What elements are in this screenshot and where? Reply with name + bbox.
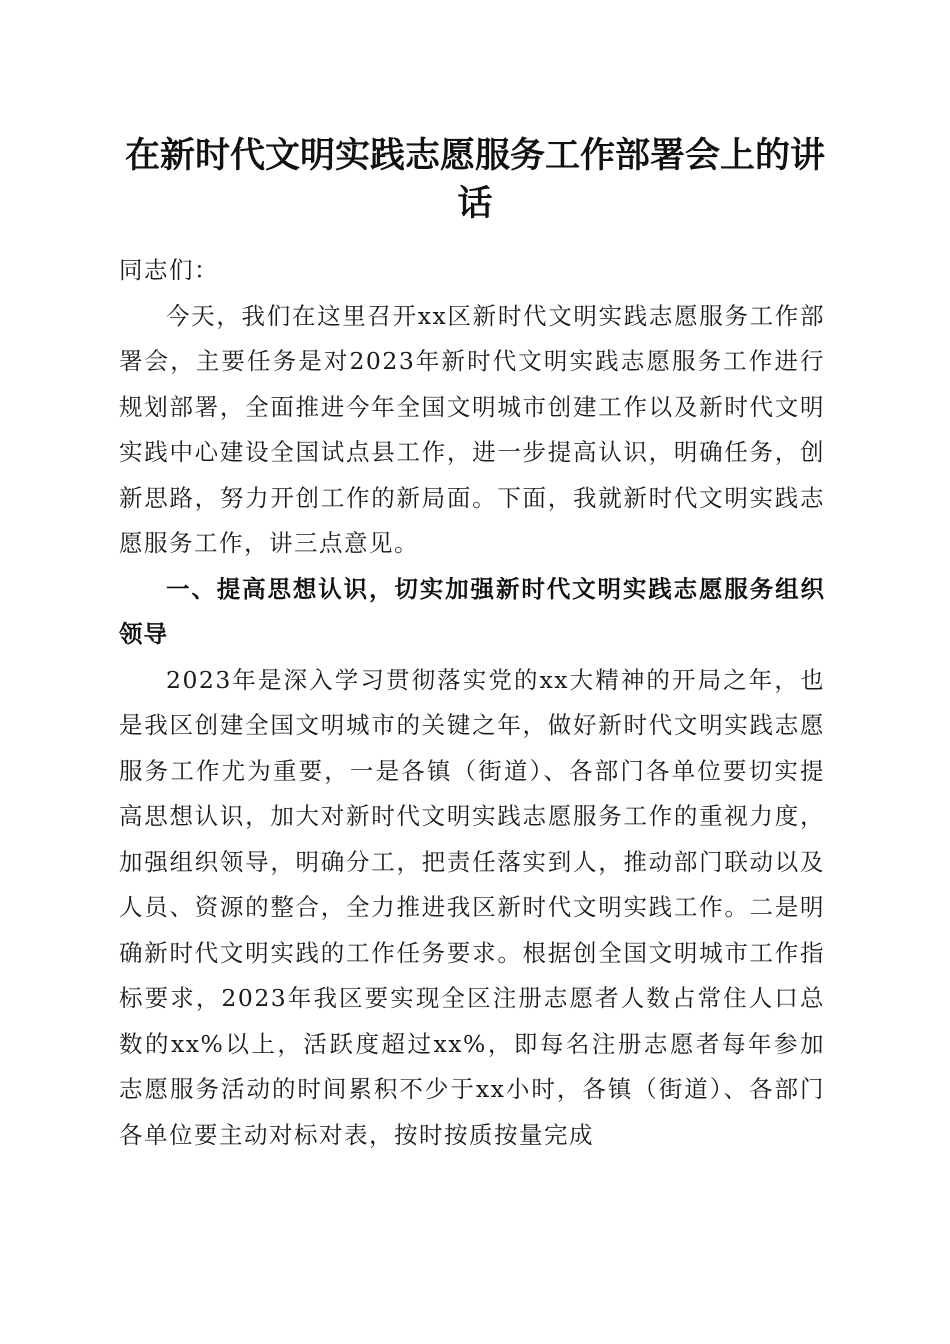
section-heading: 一、提高思想认识，切实加强新时代文明实践志愿服务组织领导: [119, 574, 825, 648]
salutation: 同志们：: [119, 256, 219, 284]
document-title: 在新时代文明实践志愿服务工作部署会上的讲话: [124, 135, 825, 224]
section-paragraph: 2023年是深入学习贯彻落实党的xx大精神的开局之年，也是我区创建全国文明城市的关键之年，做好新时代文明实践志愿服务工作尤为重要，一是各镇（街道）、各部门各单位要切实提高思想认识，加大对新时代文明实践志愿服务工作的重视力度，加强组织领导，明确分工，把责任落实到人，推动部门联动以及人员、资源的整合，全力推进我区新时代文明实践工作。二是明确新时代文明实践的工作任务要求。根据创全国文明城市工作指标要求，2023年我区要实现全区注册志愿者人数占常住人口总数的xx%以上，活跃度超过xx%，即每名注册志愿者每年参加志愿服务活动的时间累积不少于xx小时，各镇（街道）、各部门各单位要主动对标对表，按时按质按量完成: [119, 665, 825, 1149]
intro-paragraph: 今天，我们在这里召开xx区新时代文明实践志愿服务工作部署会，主要任务是对2023年新时代文明实践志愿服务工作进行规划部署，全面推进今年全国文明城市创建工作以及新时代文明实践中心建设全国试点县工作，进一步提高认识，明确任务，创新思路，努力开创工作的新局面。下面，我就新时代文明实践志愿服务工作，讲三点意见。: [119, 301, 825, 557]
document-body: [119, 248, 825, 1158]
